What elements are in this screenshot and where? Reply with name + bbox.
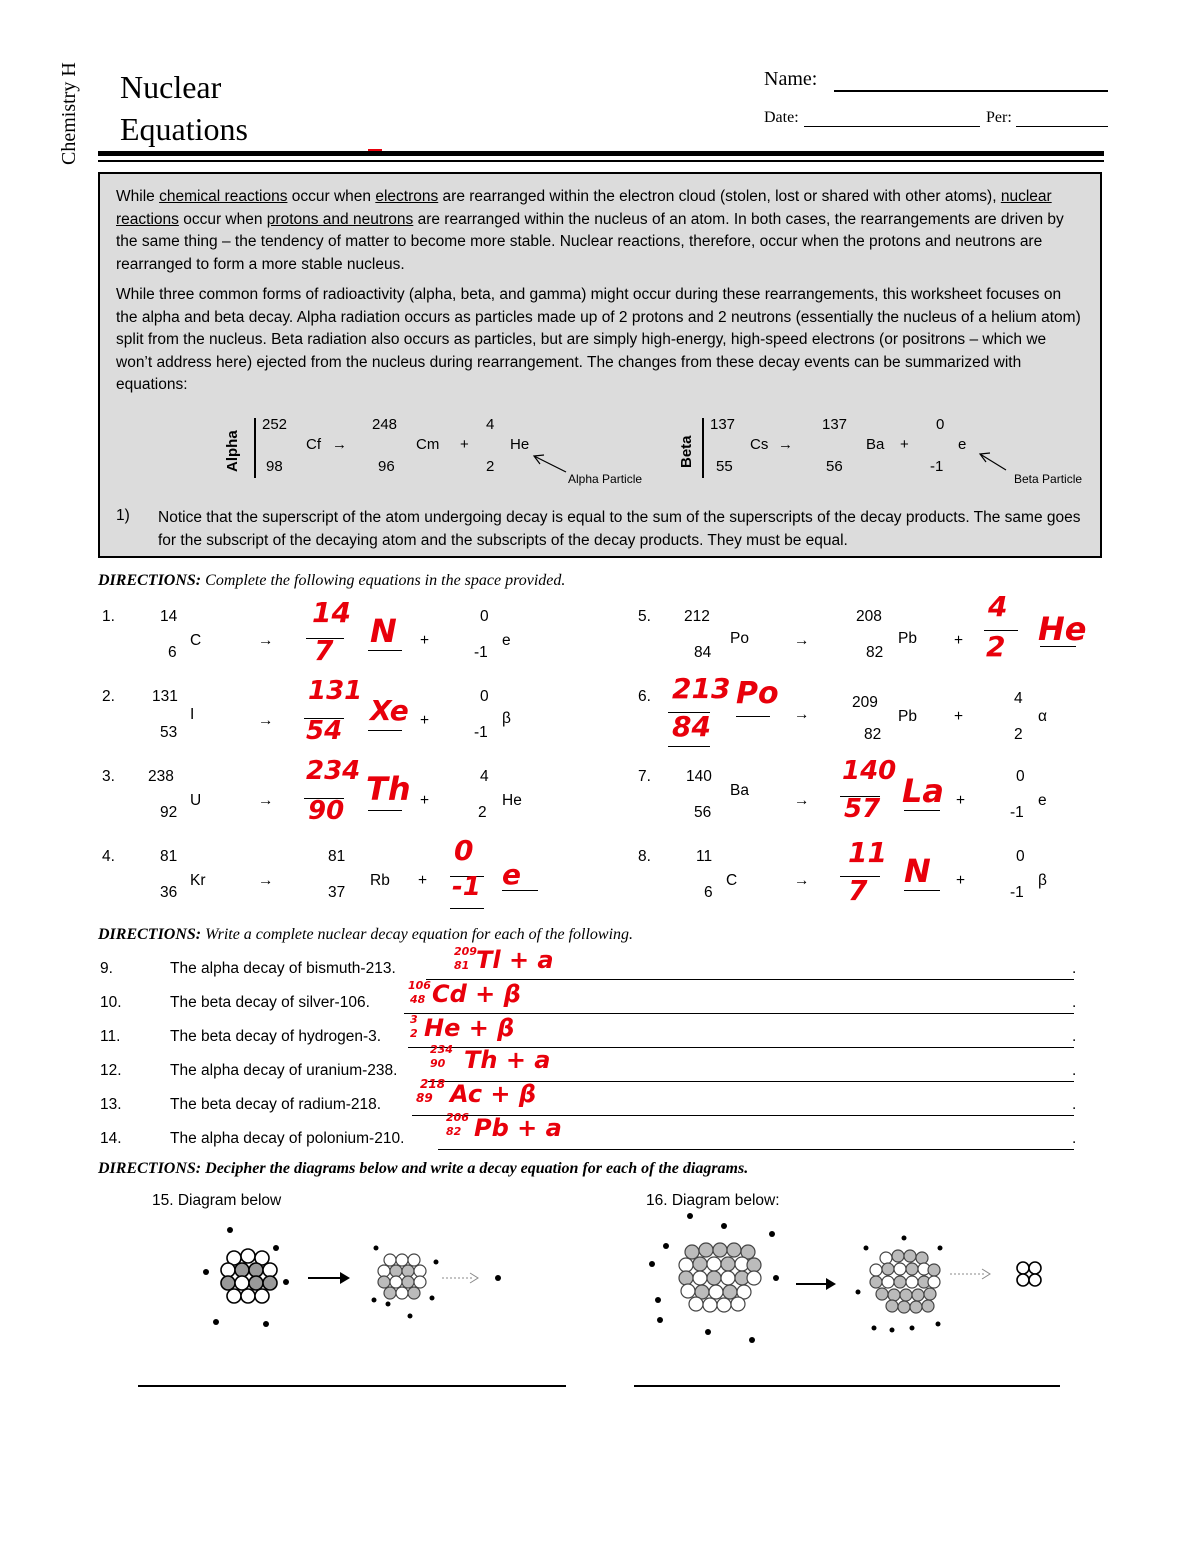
eq-product-atomic: -1: [1010, 804, 1024, 821]
eq-symbol: Ba: [730, 782, 749, 799]
answer-mass: 213: [672, 672, 731, 705]
answer-symbol: N: [370, 612, 397, 650]
eq-plus: +: [420, 712, 430, 729]
eq-product-atomic: 37: [328, 884, 346, 901]
intro-paragraph-1: While chemical reactions occur when electrons are rearranged within the electron cloud (stolen, lost or shared with other atoms), nuclear reactions occur when protons and neutrons are rearranged within the nucleus of an atom. In both cases, the rearrangements are driven by the same thing – the tendency of matter to become more stable. Nuclear reactions, therefore, occur when the protons and neutrons are rearranged to form a more stable nucleus.: [116, 188, 1064, 273]
answer-text: He + β: [424, 1014, 515, 1042]
beta-atomic-3: -1: [930, 458, 944, 475]
per-label: Per:: [986, 109, 1012, 126]
alpha-particle-label: Alpha Particle: [568, 472, 643, 486]
beta-pointer-arrow-icon: [976, 450, 1010, 474]
answer-symbol: He: [1038, 610, 1087, 648]
eq-atomic: 56: [694, 804, 712, 821]
nucleus-before: [679, 1243, 761, 1312]
note-text: Notice that the superscript of the atom undergoing decay is equal to the sum of the superscripts of the decay products. The same goes for the subscript of the decaying atom and the subscripts of the decay products. They must be equal.: [158, 509, 1081, 549]
eq-arrow: →: [258, 712, 274, 729]
alpha-symbol-3: He: [510, 436, 530, 453]
answer-atomic: 90: [430, 1057, 446, 1070]
eq-atomic: 6: [168, 644, 177, 661]
eq-symbol: Pb: [898, 708, 917, 725]
eq-product-symbol: β: [502, 710, 511, 727]
sidebar-label: [38, 50, 78, 180]
eq-product-symbol: Rb: [370, 872, 390, 889]
eq-product-mass: 208: [856, 608, 882, 625]
eq-symbol: C: [726, 872, 738, 889]
alpha-atomic-2: 96: [378, 458, 395, 475]
eq-product-mass: 0: [1016, 768, 1025, 785]
eq-plus: +: [956, 872, 966, 889]
eq-arrow: →: [794, 632, 810, 649]
header-rule-thick: [98, 151, 1104, 156]
eq-atomic: 82: [864, 726, 882, 743]
eq-mass: 81: [160, 848, 178, 865]
question-end: .: [1072, 1028, 1077, 1045]
answer-symbol-line[interactable]: [502, 890, 538, 891]
answer-symbol: e: [502, 858, 521, 891]
eq-plus: +: [954, 708, 964, 725]
beta-particle-label: Beta Particle: [1014, 472, 1083, 486]
answer-symbol-line[interactable]: [368, 650, 402, 651]
beta-symbol-2: Ba: [866, 436, 885, 453]
answer-mass: 140: [842, 756, 897, 786]
answer-mass: 14: [312, 596, 351, 629]
eq-atomic: 84: [694, 644, 712, 661]
equation-8: [634, 836, 1104, 910]
alpha-mass-1: 252: [262, 416, 288, 433]
term-chemical-reactions: chemical reactions: [159, 188, 288, 205]
alpha-bracket: [254, 418, 256, 478]
eq-arrow: →: [794, 872, 810, 889]
beta-symbol-3: e: [958, 436, 967, 453]
eq-arrow: →: [258, 872, 274, 889]
intro-box: [98, 172, 1102, 558]
alpha-symbol-1: Cf: [306, 436, 321, 453]
question-text: The alpha decay of uranium-238.: [170, 1062, 398, 1079]
header-rule-thin: [98, 160, 1104, 162]
question-14: [98, 1111, 1088, 1156]
alpha-label: Alpha: [224, 430, 241, 472]
answer-text: Tl + a: [476, 946, 554, 974]
eq-arrow: →: [794, 792, 810, 809]
eq-symbol: I: [190, 706, 195, 723]
eq-symbol: C: [190, 632, 202, 649]
beta-bracket: [702, 418, 704, 478]
answer-atomic: 82: [446, 1125, 462, 1138]
date-label: Date:: [764, 109, 799, 126]
answer-mass: 206: [446, 1111, 469, 1124]
per-field[interactable]: [1016, 126, 1108, 127]
equation-1: [98, 596, 578, 670]
term-protons-neutrons: protons and neutrons: [266, 210, 414, 228]
answer-atomic-line[interactable]: [450, 908, 484, 909]
eq-product-symbol: He: [502, 792, 522, 809]
answer-atomic-line[interactable]: [668, 746, 710, 747]
alpha-mass-2: 248: [372, 416, 398, 433]
eq-plus: +: [956, 792, 966, 809]
answer-text: Cd + β: [432, 980, 521, 1008]
eq-product-atomic: 82: [866, 644, 884, 661]
answer-atomic: 81: [454, 959, 470, 972]
eq-number: 6.: [638, 688, 651, 705]
eq-symbol: Kr: [190, 872, 206, 889]
eq-mass: 11: [696, 848, 713, 865]
eq-arrow: →: [258, 792, 274, 809]
answer-mass: 4: [988, 590, 1008, 623]
answer-mass: 234: [306, 756, 361, 786]
eq-plus: +: [420, 632, 430, 649]
beta-label: Beta: [678, 435, 695, 468]
answer-mass: 106: [408, 979, 431, 992]
page-title: [120, 66, 248, 150]
answer-mass: 209: [454, 945, 477, 958]
nucleus-after: [378, 1254, 426, 1299]
answer-atomic: 54: [306, 716, 343, 746]
course-label: Chemistry H: [58, 62, 80, 165]
emitted-electron: [495, 1275, 501, 1281]
eq-product-atomic: -1: [474, 644, 488, 661]
answer-atomic: -1: [452, 872, 481, 902]
question-text: The alpha decay of bismuth-213.: [170, 960, 396, 977]
beta-mass-3: 0: [936, 416, 945, 433]
nucleus-before: [221, 1249, 277, 1303]
answer-symbol: N: [904, 852, 931, 890]
answer-symbol-line[interactable]: [368, 730, 402, 731]
reaction-arrow-icon: [308, 1272, 350, 1284]
eq-product-atomic: -1: [474, 724, 488, 741]
question-number: 14.: [100, 1130, 122, 1147]
eq-plus: +: [954, 632, 964, 649]
title-line-2: Equations: [120, 111, 248, 147]
beta-arrow: →: [778, 436, 793, 453]
answer-mass: 234: [430, 1043, 453, 1056]
answer-symbol: Xe: [370, 694, 409, 727]
eq-product-symbol: e: [502, 632, 511, 649]
beta-plus: +: [900, 436, 909, 453]
eq-symbol: U: [190, 792, 202, 809]
answer-symbol-line[interactable]: [1040, 646, 1076, 647]
answer-symbol-line[interactable]: [904, 810, 940, 811]
eq-product-mass: 4: [1014, 690, 1023, 707]
eq-plus: +: [420, 792, 430, 809]
alpha-plus: +: [460, 436, 469, 453]
eq-mass: 209: [852, 694, 878, 711]
question-number: 10.: [100, 994, 122, 1011]
alpha-particle: [1017, 1262, 1041, 1286]
question-text: The beta decay of silver-106.: [170, 994, 370, 1011]
eq-product-mass: 4: [480, 768, 489, 785]
answer-mass: 3: [410, 1013, 418, 1026]
alpha-mass-3: 4: [486, 416, 495, 433]
question-number: 9.: [100, 960, 113, 977]
alpha-pointer-arrow-icon: [530, 452, 570, 476]
answer-symbol-line[interactable]: [368, 810, 402, 811]
eq-product-mass: 0: [480, 608, 489, 625]
eq-atomic: 92: [160, 804, 178, 821]
alpha-atomic-1: 98: [266, 458, 283, 475]
answer-atomic: 2: [986, 630, 1006, 663]
alpha-arrow: →: [332, 436, 347, 453]
note-number: 1): [116, 507, 130, 524]
eq-mass: 212: [684, 608, 710, 625]
answer-mass: 131: [308, 676, 363, 706]
name-field[interactable]: [834, 90, 1108, 92]
answer-symbol-line[interactable]: [736, 716, 770, 717]
answer-atomic: 84: [672, 710, 711, 743]
question-text: The alpha decay of polonium-210.: [170, 1130, 405, 1147]
eq-product-atomic: -1: [1010, 884, 1024, 901]
emission-arrow-icon: [950, 1269, 990, 1279]
question-text: The beta decay of radium-218.: [170, 1096, 382, 1113]
eq-atomic: 6: [704, 884, 713, 901]
eq-product-symbol: e: [1038, 792, 1047, 809]
intro-paragraph-2: While three common forms of radioactivity (alpha, beta, and gamma) might occur during these rearrangements, this worksheet focuses on the alpha and beta decay. Alpha radiation occurs as particles made up of 2 protons and 2 neutrons (essentially the nucleus of a helium atom) split from the nucleus. Beta radiation also occurs as particles, but are simply high-energy, high-speed electrons (or positrons – which we won’t address here) ejected from the nucleus during rearrangement. The changes from these decay events can be summarized with equations:: [116, 286, 1081, 393]
eq-mass: 131: [152, 688, 178, 705]
answer-mass: 11: [848, 836, 887, 869]
eq-symbol: Po: [730, 630, 749, 647]
question-9: [98, 945, 1088, 986]
eq-number: 4.: [102, 848, 115, 865]
question-text: The beta decay of hydrogen-3.: [170, 1028, 382, 1045]
eq-product-atomic: 2: [1014, 726, 1023, 743]
answer-symbol: Th: [366, 770, 411, 808]
eq-product-symbol: α: [1038, 708, 1047, 725]
question-end: .: [1072, 1130, 1077, 1147]
question-13: [98, 1077, 1088, 1122]
eq-product-symbol: β: [1038, 872, 1047, 889]
equation-7: [634, 756, 1104, 830]
answer-symbol: La: [902, 772, 944, 810]
reaction-arrow-icon: [796, 1278, 836, 1290]
eq-mass: 14: [160, 608, 178, 625]
question-10: [98, 979, 1088, 1020]
diagram-16-answer-line[interactable]: [634, 1385, 1060, 1387]
answer-symbol-line[interactable]: [904, 890, 940, 891]
alpha-example: [220, 410, 690, 490]
beta-atomic-2: 56: [826, 458, 843, 475]
diagram-15-label: 15. Diagram below: [152, 1192, 282, 1209]
answer-line[interactable]: [426, 979, 1074, 980]
equation-6: [634, 672, 1104, 750]
question-end: .: [1072, 960, 1077, 977]
question-end: .: [1072, 1096, 1077, 1113]
diagram-16: [640, 1208, 1080, 1348]
name-label: Name:: [764, 68, 818, 90]
beta-example: [674, 410, 1094, 490]
alpha-atomic-3: 2: [486, 458, 495, 475]
directions-3: DIRECTIONS: Decipher the diagrams below and write a decay equation for each of the diagrams.: [98, 1160, 749, 1177]
eq-number: 1.: [102, 608, 115, 625]
question-end: .: [1072, 994, 1077, 1011]
eq-product-symbol: Pb: [898, 630, 917, 647]
nucleus-after: [870, 1250, 940, 1313]
eq-mass: 140: [686, 768, 712, 785]
equation-4: [98, 834, 578, 910]
eq-product-mass: 0: [480, 688, 489, 705]
answer-text: Ac + β: [450, 1080, 537, 1108]
eq-atomic: 36: [160, 884, 178, 901]
answer-atomic: 2: [410, 1027, 418, 1040]
diagram-15: [190, 1220, 520, 1340]
eq-product-mass: 0: [1016, 848, 1025, 865]
answer-mass: 0: [454, 834, 474, 867]
directions-1: DIRECTIONS: Complete the following equations in the space provided.: [98, 572, 566, 589]
beta-mass-2: 137: [822, 416, 848, 433]
eq-number: 5.: [638, 608, 651, 625]
equation-2: [98, 676, 578, 750]
beta-mass-1: 137: [710, 416, 736, 433]
eq-arrow: →: [258, 632, 274, 649]
answer-symbol: Po: [736, 676, 779, 711]
eq-number: 7.: [638, 768, 651, 785]
question-number: 11.: [100, 1028, 121, 1045]
question-11: [98, 1013, 1088, 1054]
eq-plus: +: [418, 872, 428, 889]
answer-atomic: 7: [848, 874, 868, 907]
diagram-15-answer-line[interactable]: [138, 1385, 566, 1387]
term-nuclear-reactions: nuclear reactions: [116, 188, 1052, 228]
answer-text: Th + a: [464, 1046, 551, 1074]
answer-atomic: 7: [314, 634, 334, 667]
eq-atomic: 53: [160, 724, 178, 741]
eq-mass: 238: [148, 768, 174, 785]
eq-number: 2.: [102, 688, 115, 705]
eq-product-mass: 81: [328, 848, 346, 865]
directions-2: DIRECTIONS: Write a complete nuclear decay equation for each of the following.: [98, 926, 634, 943]
answer-atomic: 90: [308, 796, 345, 826]
answer-mass: 218: [420, 1077, 446, 1091]
eq-arrow: →: [794, 706, 810, 723]
date-field[interactable]: [804, 126, 980, 127]
title-line-1: Nuclear: [120, 69, 222, 105]
answer-atomic: 89: [416, 1091, 433, 1105]
diagram-16-label: 16. Diagram below:: [646, 1192, 780, 1209]
emission-arrow-icon: [442, 1273, 478, 1283]
question-number: 13.: [100, 1096, 122, 1113]
equation-3: [98, 756, 578, 830]
question-end: .: [1072, 1062, 1077, 1079]
question-number: 12.: [100, 1062, 122, 1079]
answer-atomic: 57: [844, 794, 881, 824]
answer-atomic: 48: [410, 993, 426, 1006]
eq-product-atomic: 2: [478, 804, 487, 821]
beta-atomic-1: 55: [716, 458, 733, 475]
alpha-symbol-2: Cm: [416, 436, 440, 453]
eq-number: 3.: [102, 768, 115, 785]
answer-text: Pb + a: [474, 1114, 562, 1142]
equation-5: [634, 590, 1104, 670]
beta-symbol-1: Cs: [750, 436, 769, 453]
question-12: [98, 1043, 1088, 1091]
answer-line[interactable]: [438, 1149, 1074, 1150]
term-electrons: electrons: [375, 188, 439, 205]
eq-number: 8.: [638, 848, 651, 865]
